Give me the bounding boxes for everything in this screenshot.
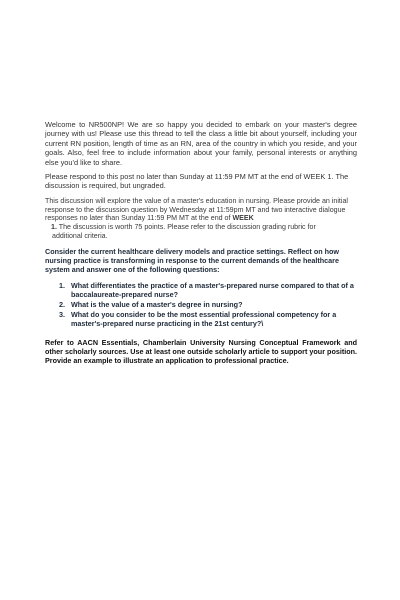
question-number: 3.	[59, 309, 65, 319]
question-number: 2.	[59, 299, 65, 309]
question-text: What do you consider to be the most essential professional competency for a master's-prepared nurse practicing in the 21st century?\	[71, 309, 337, 328]
intro-paragraph: Welcome to NR500NP! We are so happy you decided to embark on your master's degree journey with us! Please use this thread to tell the class a little bit about yourself, including your current RN position, length of time as an RN, area of the country in which you reside, and your goals. Also, feel free to include information about your family, personal interests or anything else you'd like to share.	[45, 120, 357, 167]
question-text: What differentiates the practice of a master's-prepared nurse compared to that of a baccalaureate-prepared nurse?	[71, 280, 354, 299]
question-number: 1.	[59, 280, 65, 290]
explore-text-a: This discussion will explore the value of a master's education in nursing. Please provide an initial response to the discussion question by Wednesday at 11:59pm MT and two interactive dialogue responses no later than Sunday 11:59 PM MT at the end of	[45, 196, 348, 223]
explore-week-number: 1.	[51, 223, 57, 232]
explore-week-line	[45, 223, 357, 232]
question-item-1	[59, 281, 357, 299]
explore-text-c: additional criteria.	[52, 232, 108, 241]
question-text: What is the value of a master's degree in nursing?	[71, 299, 243, 309]
question-item-2	[59, 300, 357, 309]
question-item-3	[59, 310, 357, 328]
respond-instructions: Please respond to this post no later than Sunday at 11:59 PM MT at the end of WEEK 1. The discussion is required, but ungraded.	[45, 172, 349, 191]
explore-text-b: The discussion is worth 75 points. Please refer to the discussion grading rubric for	[56, 223, 316, 232]
document-body	[45, 120, 357, 365]
question-list	[45, 281, 357, 328]
refer-instructions: Refer to AACN Essentials, Chamberlain University Nursing Conceptual Framework and other scholarly sources. Use at least one outside scholarly article to support your position. Provide an example to illustrate an application to professional practice.	[45, 337, 357, 365]
discussion-explore-paragraph	[45, 197, 357, 241]
consider-prompt: Consider the current healthcare delivery models and practice settings. Reflect on how nursing practice is transforming in response to the current demands of the healthcare system and answer one of the following questions:	[45, 246, 339, 274]
explore-week-label: WEEK	[232, 214, 254, 223]
